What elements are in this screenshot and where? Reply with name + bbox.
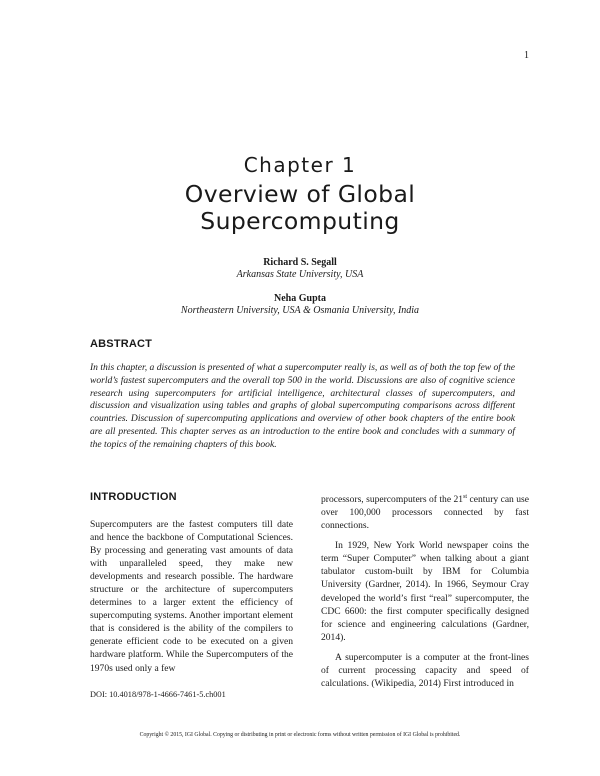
body-paragraph xyxy=(321,491,529,532)
chapter-title-line-2: Supercomputing xyxy=(200,207,400,235)
text-run: century can use over 100,000 processors connected by fast connections. xyxy=(321,494,529,532)
author-name: Neha Gupta xyxy=(274,293,326,304)
author-name: Richard S. Segall xyxy=(263,257,337,268)
superscript: st xyxy=(463,494,468,500)
chapter-label: Chapter 1 xyxy=(243,153,357,177)
text-run: processors, supercomputers of the 21 xyxy=(321,494,464,506)
introduction-heading: INTRODUCTION xyxy=(90,491,177,503)
author-affiliation: Arkansas State University, USA xyxy=(236,269,364,280)
body-column-left xyxy=(90,518,293,675)
chapter-title-line-1: Overview of Global xyxy=(184,180,416,208)
chapter-title xyxy=(0,181,600,235)
author-block xyxy=(0,257,600,281)
body-paragraph: A supercomputer is a computer at the front-lines of current processing capacity and speed of calculations. (Wikipedia, 2014) First introduced in xyxy=(321,651,529,689)
copyright-notice: Copyright © 2015, IGI Global. Copying or distributing in print or electronic forms without written permission of IGI Global is prohibited. xyxy=(139,732,461,738)
body-column-right xyxy=(321,491,529,690)
body-paragraph: Supercomputers are the fastest computers till date and hence the backbone of Computational Sciences. By processing and generating vast amounts of data with unparalleled speed, they make new developments and research possible. The hardware structure or the architecture of supercomputers determines to a larger extent the efficiency of supercomputing systems. Another important element that is considered is the ability of the compilers to generate efficient code to be executed on a given hardware platform. While the Supercomputers of the 1970s used only a few xyxy=(90,519,293,674)
doi: DOI: 10.4018/978-1-4666-7461-5.ch001 xyxy=(90,690,226,699)
author-block xyxy=(0,293,600,317)
abstract-text: In this chapter, a discussion is presented of what a supercomputer really is, as well as of both the top few of the world’s fastest supercomputers and the overall top 500 in the world. Discussions are also of cognitive science research using supercomputers for artificial intelligence, architectural classes of supercomputers, and discussion and visualization using tables and graphs of global supercomputing comparisons across different countries. Discussion of supercomputing applications and overview of other book chapters of the entire book are all presented. This chapter serves as an introduction to the entire book and concludes with a summary of the topics of the remaining chapters of this book. xyxy=(90,362,515,450)
page-number: 1 xyxy=(524,50,529,61)
author-affiliation: Northeastern University, USA & Osmania University, India xyxy=(180,305,420,316)
abstract-heading: ABSTRACT xyxy=(90,338,153,350)
body-paragraph: In 1929, New York World newspaper coins the term “Super Computer” when talking about a giant tabulator custom-built by IBM for Columbia University (Gardner, 2014). In 1966, Seymour Cray developed the world’s first “real” supercomputer, the CDC 6600: the first computer specifically designed for science and engineering calculations (Gardner, 2014). xyxy=(321,540,529,643)
